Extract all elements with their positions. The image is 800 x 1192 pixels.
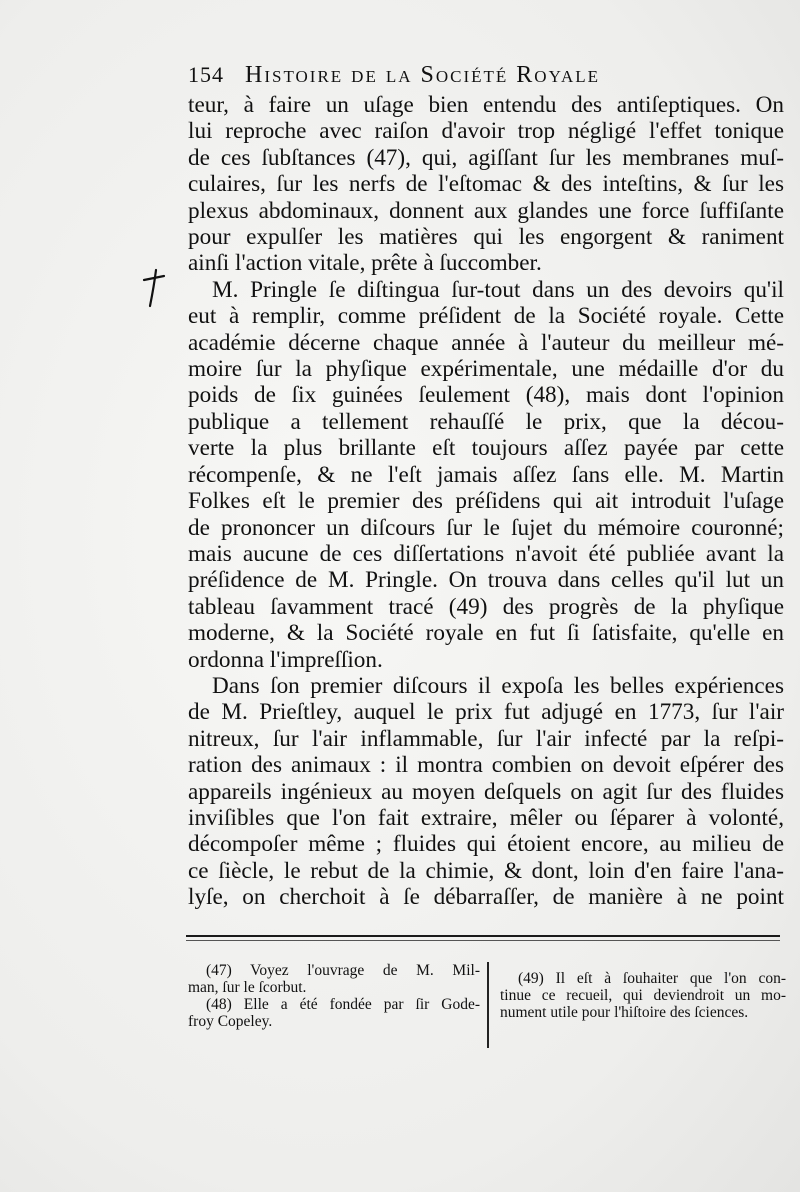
running-header	[188, 62, 718, 89]
text-line: tableau ſavamment tracé (49) des progrès de la phyſique	[188, 593, 784, 620]
text-line: de ces ſubſtances (47), qui, agiſſant ſur les membranes muſ-	[188, 144, 784, 171]
footnote-column-divider	[487, 962, 489, 1048]
footnotes-right-column	[500, 970, 786, 1021]
footnote-line: tinue ce recueil, qui deviendroit un mo-	[500, 987, 786, 1004]
text-line: préſidence de M. Pringle. On trouva dans celles qu'il lut un	[188, 567, 784, 594]
footnotes-left-column	[188, 962, 480, 1030]
text-line: de M. Prieſtley, auquel le prix fut adjugé en 1773, ſur l'air	[188, 699, 784, 726]
footnote-line: (49) Il eſt à ſouhaiter que l'on con-	[518, 970, 786, 987]
footnote-line: man, ſur le ſcorbut.	[188, 979, 307, 996]
footnote-line: (47) Voyez l'ouvrage de M. Mil-	[206, 962, 480, 979]
text-line: Dans ſon premier diſcours il expoſa les belles expériences	[212, 672, 784, 699]
text-line: lui reproche avec raiſon d'avoir trop négligé l'effet tonique	[188, 118, 784, 145]
text-line: mais aucune de ces diſſertations n'avoit été publiée avant la	[188, 540, 784, 567]
handwritten-cross-mark-icon	[140, 268, 168, 308]
footnote-line: nument utile pour l'hiſtoire des ſciences.	[500, 1004, 749, 1021]
text-line: de prononcer un diſcours ſur le ſujet du mémoire couronné;	[188, 514, 784, 541]
footnote-rule	[186, 935, 780, 937]
text-line: lyſe, on cherchoit à ſe débarraſſer, de manière à ne point	[188, 884, 784, 911]
text-line: poids de ſix guinées ſeulement (48), mais dont l'opinion	[188, 382, 784, 409]
text-line: appareils ingénieux au moyen deſquels on agit ſur des fluides	[188, 778, 784, 805]
text-line: moderne, & la Société royale en fut ſi ſatisfaite, qu'elle en	[188, 620, 784, 647]
running-title: Histoire de la Société Royale	[245, 62, 601, 88]
text-line: nitreux, ſur l'air inflammable, ſur l'air infecté par la reſpi-	[188, 725, 784, 752]
text-line: plexus abdominaux, donnent aux glandes une force ſuffiſante	[188, 197, 784, 224]
text-line: moire ſur la phyſique expérimentale, une médaille d'or du	[188, 356, 784, 383]
text-line: académie décerne chaque année à l'auteur du meilleur mé-	[188, 329, 784, 356]
text-line: culaires, ſur les nerfs de l'eſtomac & des inteſtins, & ſur les	[188, 171, 784, 198]
text-line: pour expulſer les matières qui les engorgent & raniment	[188, 224, 784, 251]
text-line: teur, à faire un uſage bien entendu des antiſeptiques. On	[188, 92, 784, 118]
text-line: eut à remplir, comme préſident de la Société royale. Cette	[188, 303, 784, 330]
text-line: récompenſe, & ne l'eſt jamais aſſez ſans elle. M. Martin	[188, 461, 784, 488]
footnote-line: froy Copeley.	[188, 1013, 273, 1030]
text-line: M. Pringle ſe diſtingua ſur-tout dans un des devoirs qu'il	[212, 276, 784, 303]
text-line: ce ſiècle, le rebut de la chimie, & dont, loin d'en faire l'ana-	[188, 857, 784, 884]
text-line: verte la plus brillante eſt toujours aſſez payée par cette	[188, 435, 784, 462]
text-line: Folkes eſt le premier des préſidens qui ait introduit l'uſage	[188, 488, 784, 515]
text-line: ration des animaux : il montra combien on devoit eſpérer des	[188, 752, 784, 779]
text-line: inviſibles que l'on fait extraire, mêler ou ſéparer à volonté,	[188, 804, 784, 831]
main-text-block	[188, 92, 784, 911]
text-line: ainſi l'action vitale, prête à ſuccomber.	[188, 250, 542, 277]
footnote-rule-thin	[186, 940, 780, 941]
text-line: publique a tellement rehauſſé le prix, que la décou-	[188, 408, 784, 435]
page-number: 154	[188, 62, 224, 87]
text-line: ordonna l'impreſſion.	[188, 646, 383, 673]
footnote-line: (48) Elle a été fondée par ſir Gode-	[206, 996, 480, 1013]
text-line: décompoſer même ; fluides qui étoient encore, au milieu de	[188, 831, 784, 858]
